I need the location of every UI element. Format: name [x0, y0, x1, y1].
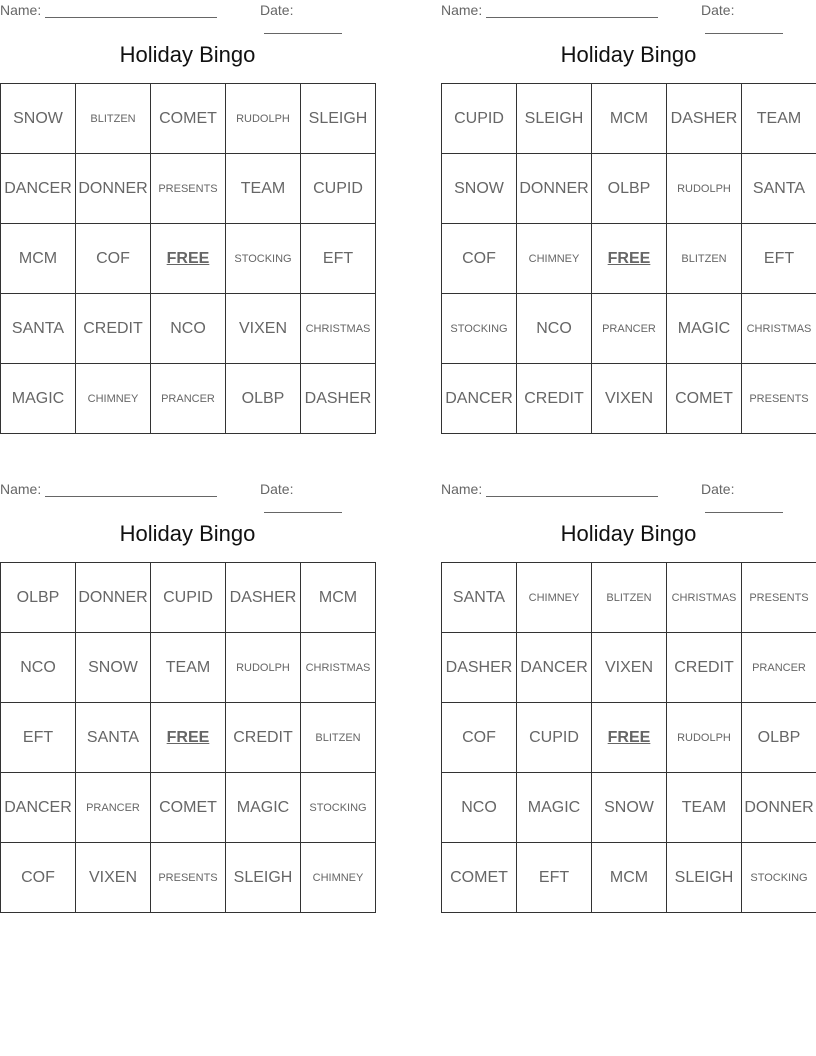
bingo-cell: CREDIT: [517, 364, 592, 434]
card-header: [0, 479, 375, 501]
bingo-cell: MCM: [592, 84, 667, 154]
name-blank-line: [45, 5, 217, 18]
bingo-cell: SANTA: [76, 703, 151, 773]
bingo-cell: CHIMNEY: [517, 563, 592, 633]
bingo-cell: COMET: [442, 843, 517, 913]
bingo-cell: SNOW: [76, 633, 151, 703]
bingo-cell: SNOW: [592, 773, 667, 843]
bingo-cell: RUDOLPH: [226, 633, 301, 703]
free-space-cell: FREE: [592, 703, 667, 773]
name-field: [441, 481, 658, 497]
date-label: Date:: [260, 2, 294, 18]
bingo-cell: COF: [442, 703, 517, 773]
bingo-card: [441, 0, 816, 407]
bingo-cell: PRANCER: [76, 773, 151, 843]
bingo-cell: MAGIC: [667, 294, 742, 364]
bingo-cell: NCO: [151, 294, 226, 364]
bingo-cell: DASHER: [667, 84, 742, 154]
bingo-cell: EFT: [1, 703, 76, 773]
bingo-cell: COMET: [151, 84, 226, 154]
name-label: Name:: [0, 481, 42, 497]
bingo-cell: SNOW: [1, 84, 76, 154]
name-field: [0, 481, 217, 497]
bingo-cell: MAGIC: [1, 364, 76, 434]
card-title: Holiday Bingo: [560, 521, 697, 546]
bingo-cell: STOCKING: [301, 773, 376, 843]
bingo-grid: [0, 562, 376, 913]
name-field: [0, 2, 217, 18]
bingo-cell: COF: [442, 224, 517, 294]
bingo-cell: BLITZEN: [301, 703, 376, 773]
bingo-cell: MAGIC: [226, 773, 301, 843]
bingo-cell: SANTA: [1, 294, 76, 364]
bingo-cell: STOCKING: [226, 224, 301, 294]
date-label: Date:: [701, 2, 735, 18]
bingo-cell: DONNER: [517, 154, 592, 224]
bingo-cell: CHIMNEY: [517, 224, 592, 294]
bingo-cell: RUDOLPH: [667, 154, 742, 224]
bingo-cell: EFT: [742, 224, 816, 294]
name-label: Name:: [441, 2, 483, 18]
free-space-cell: FREE: [151, 224, 226, 294]
bingo-cell: VIXEN: [592, 633, 667, 703]
card-header: [441, 0, 816, 22]
bingo-cell: COF: [76, 224, 151, 294]
bingo-grid: [0, 83, 376, 434]
bingo-cell: CHRISTMAS: [301, 633, 376, 703]
bingo-cell: SANTA: [442, 563, 517, 633]
bingo-cell: CREDIT: [667, 633, 742, 703]
date-label: Date:: [260, 481, 294, 497]
bingo-cell: VIXEN: [76, 843, 151, 913]
bingo-cell: DONNER: [76, 563, 151, 633]
name-blank-line: [45, 484, 217, 497]
bingo-cell: NCO: [517, 294, 592, 364]
bingo-cell: COF: [1, 843, 76, 913]
date-blank-line: [705, 500, 783, 513]
bingo-grid: [441, 83, 816, 434]
bingo-grid: [441, 562, 816, 913]
bingo-cell: DANCER: [1, 154, 76, 224]
bingo-cell: DASHER: [226, 563, 301, 633]
bingo-cell: SANTA: [742, 154, 816, 224]
bingo-cell: TEAM: [151, 633, 226, 703]
bingo-cell: SLEIGH: [667, 843, 742, 913]
bingo-cell: OLBP: [592, 154, 667, 224]
bingo-cell: TEAM: [742, 84, 816, 154]
card-title: Holiday Bingo: [119, 42, 256, 67]
bingo-cell: CHRISTMAS: [301, 294, 376, 364]
card-title: Holiday Bingo: [119, 521, 256, 546]
bingo-cell: BLITZEN: [667, 224, 742, 294]
bingo-cell: NCO: [442, 773, 517, 843]
bingo-cell: TEAM: [667, 773, 742, 843]
bingo-cell: DONNER: [76, 154, 151, 224]
bingo-cell: CHIMNEY: [301, 843, 376, 913]
bingo-cell: EFT: [517, 843, 592, 913]
bingo-cell: PRANCER: [592, 294, 667, 364]
bingo-cell: CUPID: [301, 154, 376, 224]
card-title: Holiday Bingo: [560, 42, 697, 67]
bingo-cell: NCO: [1, 633, 76, 703]
bingo-cell: MCM: [592, 843, 667, 913]
bingo-cell: PRESENTS: [742, 364, 816, 434]
bingo-cell: COMET: [667, 364, 742, 434]
bingo-cell: MCM: [1, 224, 76, 294]
bingo-cell: CUPID: [442, 84, 517, 154]
bingo-cell: DASHER: [301, 364, 376, 434]
bingo-card: [0, 479, 375, 886]
bingo-cell: DONNER: [742, 773, 816, 843]
bingo-cell: PRESENTS: [151, 154, 226, 224]
bingo-cell: CHRISTMAS: [742, 294, 816, 364]
date-field: [701, 2, 816, 34]
bingo-cell: DASHER: [442, 633, 517, 703]
bingo-cell: DANCER: [1, 773, 76, 843]
date-field: [701, 481, 816, 513]
bingo-cell: SLEIGH: [226, 843, 301, 913]
bingo-cell: SNOW: [442, 154, 517, 224]
bingo-cell: CUPID: [517, 703, 592, 773]
bingo-cell: CHIMNEY: [76, 364, 151, 434]
bingo-cell: PRANCER: [151, 364, 226, 434]
bingo-card: [0, 0, 375, 407]
name-blank-line: [486, 484, 658, 497]
bingo-cell: BLITZEN: [76, 84, 151, 154]
card-header: [441, 479, 816, 501]
name-label: Name:: [441, 481, 483, 497]
bingo-cell: MCM: [301, 563, 376, 633]
bingo-card: [441, 479, 816, 886]
bingo-cell: CREDIT: [226, 703, 301, 773]
bingo-cell: TEAM: [226, 154, 301, 224]
bingo-cell: STOCKING: [442, 294, 517, 364]
bingo-cell: EFT: [301, 224, 376, 294]
bingo-cell: CHRISTMAS: [667, 563, 742, 633]
bingo-cell: SLEIGH: [301, 84, 376, 154]
bingo-cell: DANCER: [517, 633, 592, 703]
date-field: [260, 481, 375, 513]
bingo-cell: VIXEN: [592, 364, 667, 434]
bingo-cell: RUDOLPH: [226, 84, 301, 154]
date-field: [260, 2, 375, 34]
free-space-cell: FREE: [592, 224, 667, 294]
name-label: Name:: [0, 2, 42, 18]
free-space-cell: FREE: [151, 703, 226, 773]
name-blank-line: [486, 5, 658, 18]
bingo-cell: CREDIT: [76, 294, 151, 364]
name-field: [441, 2, 658, 18]
bingo-cell: PRANCER: [742, 633, 816, 703]
date-label: Date:: [701, 481, 735, 497]
date-blank-line: [264, 21, 342, 34]
bingo-cell: STOCKING: [742, 843, 816, 913]
bingo-cell: CUPID: [151, 563, 226, 633]
bingo-cell: BLITZEN: [592, 563, 667, 633]
bingo-cell: OLBP: [1, 563, 76, 633]
bingo-cell: OLBP: [226, 364, 301, 434]
bingo-cell: COMET: [151, 773, 226, 843]
date-blank-line: [705, 21, 783, 34]
bingo-cell: DANCER: [442, 364, 517, 434]
bingo-cell: OLBP: [742, 703, 816, 773]
bingo-cell: PRESENTS: [151, 843, 226, 913]
bingo-cell: PRESENTS: [742, 563, 816, 633]
bingo-cell: SLEIGH: [517, 84, 592, 154]
bingo-cell: VIXEN: [226, 294, 301, 364]
bingo-cell: RUDOLPH: [667, 703, 742, 773]
card-header: [0, 0, 375, 22]
bingo-cell: MAGIC: [517, 773, 592, 843]
date-blank-line: [264, 500, 342, 513]
